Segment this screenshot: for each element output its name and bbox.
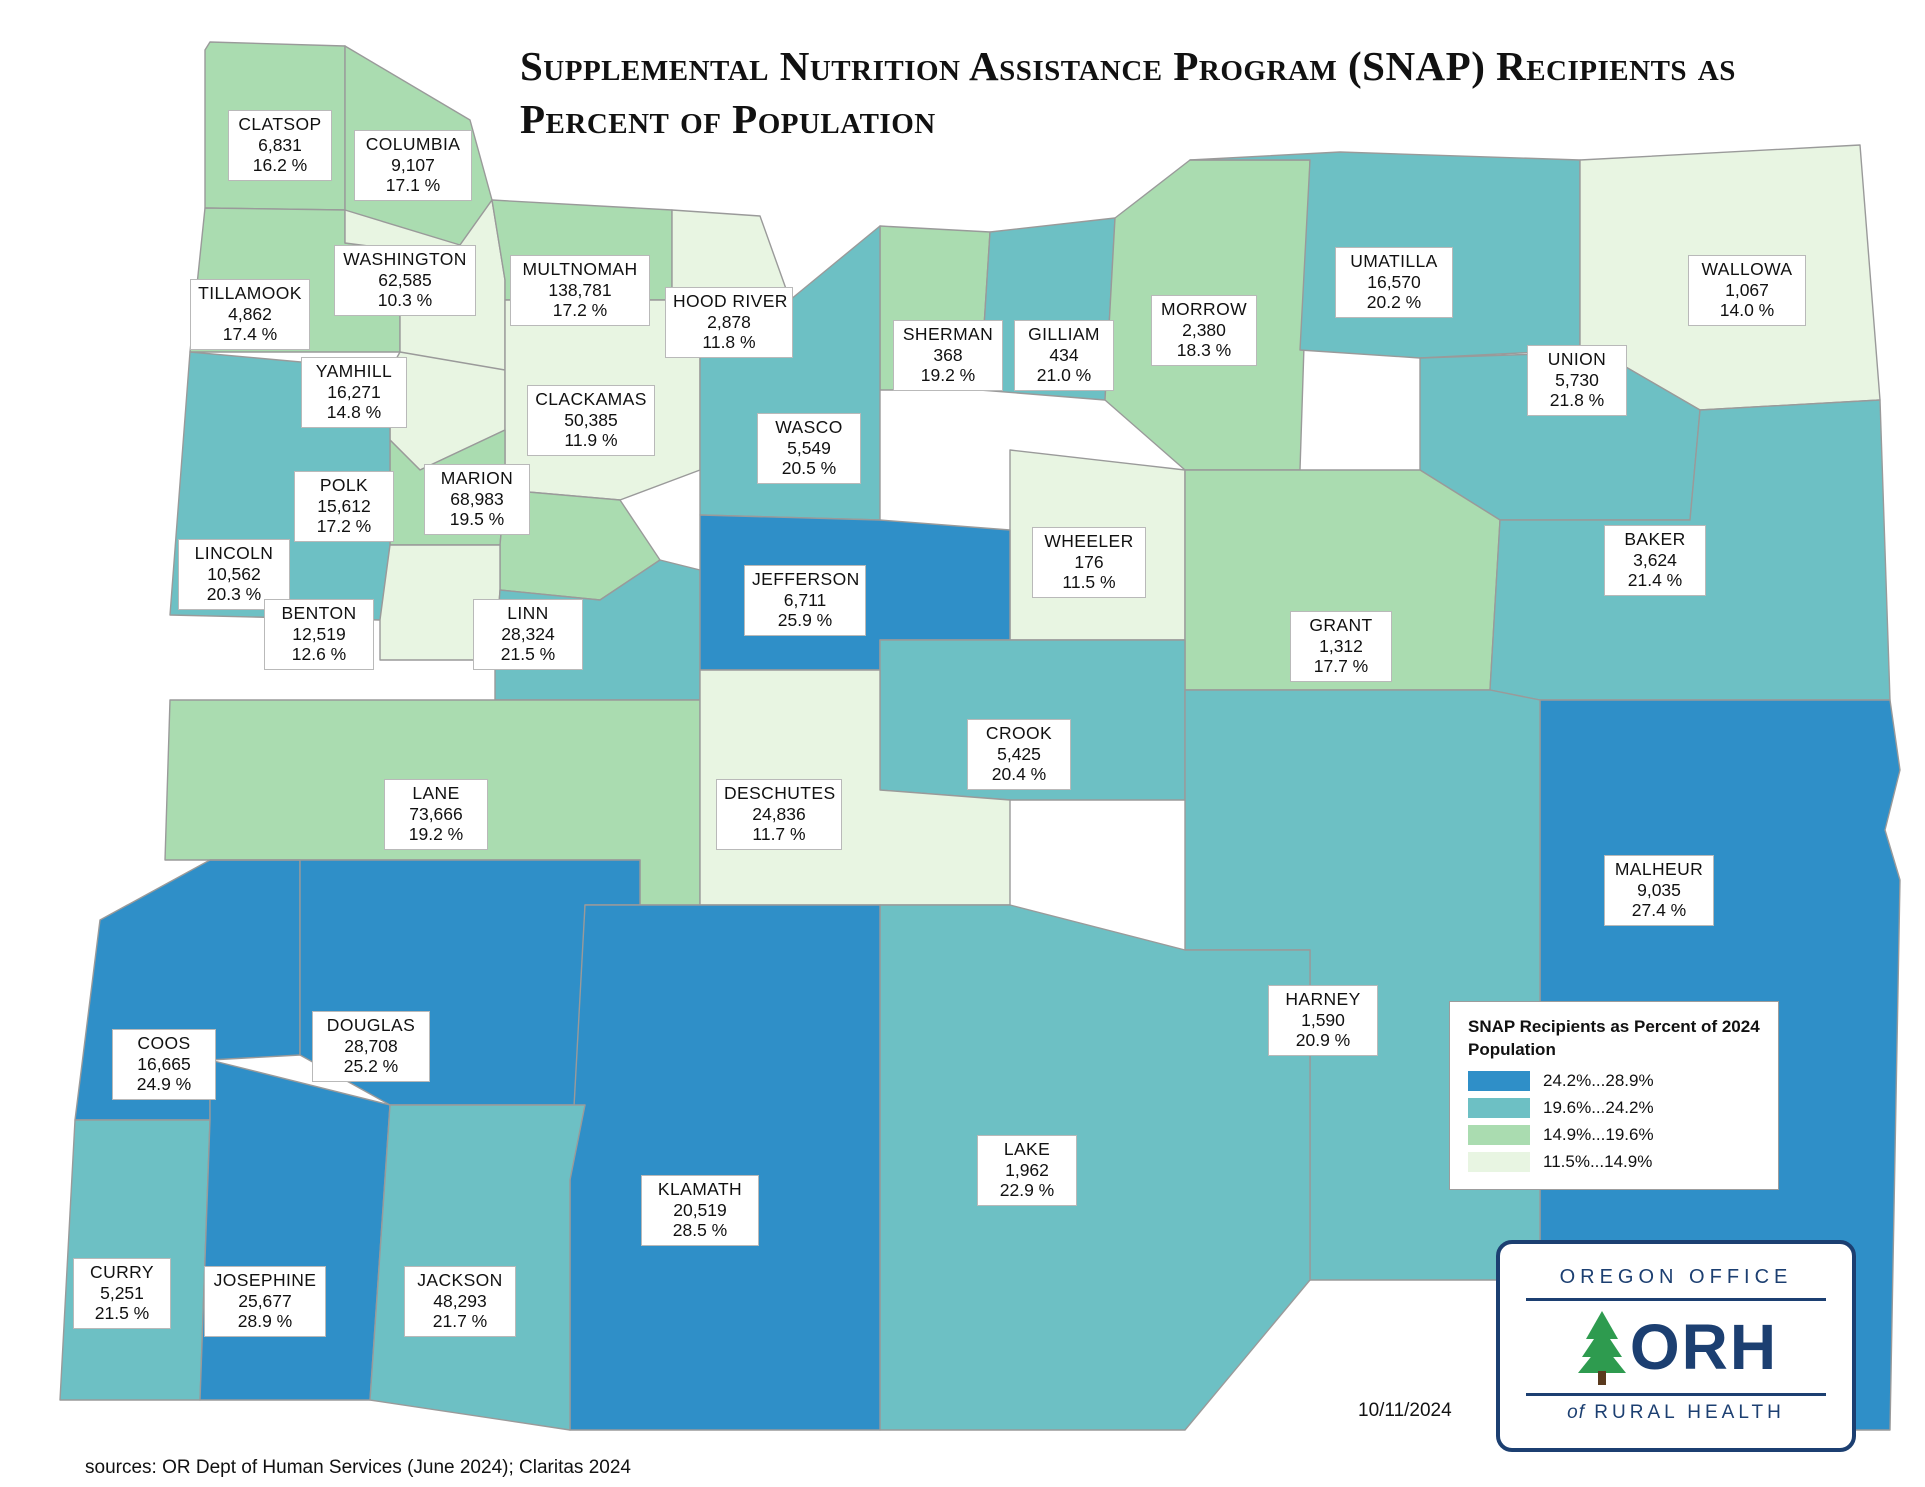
county-count: 12,519 [292, 623, 346, 644]
county-count: 10,562 [207, 563, 261, 584]
county-label-yamhill[interactable] [301, 357, 407, 428]
county-percent: 10.3 % [377, 290, 433, 311]
county-count: 2,380 [1182, 319, 1226, 340]
legend-label-class1: 24.2%...28.9% [1543, 1070, 1654, 1090]
page-title: Supplemental Nutrition Assistance Program (SNAP) Recipients as Percent of Population [520, 43, 1736, 143]
county-name: HOOD RIVER [673, 291, 788, 311]
county-percent: 17.2 % [552, 300, 608, 321]
county-percent: 27.4 % [1631, 900, 1687, 921]
county-count: 5,730 [1555, 369, 1599, 390]
county-label-klamath[interactable] [641, 1175, 759, 1246]
county-label-lake[interactable] [977, 1135, 1077, 1206]
county-name: GILLIAM [1028, 324, 1100, 344]
county-percent: 24.9 % [136, 1074, 192, 1095]
county-name: CLATSOP [238, 114, 322, 134]
county-name: POLK [319, 475, 369, 495]
evergreen-tree-icon [1574, 1307, 1630, 1387]
county-label-lane[interactable] [384, 779, 488, 850]
county-label-union[interactable] [1527, 345, 1627, 416]
county-label-linn[interactable] [473, 599, 583, 670]
county-percent: 19.2 % [408, 824, 464, 845]
county-count: 434 [1049, 344, 1079, 365]
county-count: 15,612 [317, 495, 371, 516]
county-count: 1,962 [1005, 1159, 1049, 1180]
county-percent: 11.5 % [1062, 572, 1116, 593]
legend-swatch-class3 [1468, 1125, 1530, 1145]
legend [1449, 1001, 1779, 1190]
county-count: 28,324 [501, 623, 555, 644]
county-percent: 28.5 % [672, 1220, 728, 1241]
county-percent: 20.3 % [206, 584, 262, 605]
map-date-stamp: 10/11/2024 [1358, 1400, 1452, 1421]
county-name: JOSEPHINE [213, 1270, 317, 1290]
legend-swatch-class2 [1468, 1098, 1530, 1118]
county-name: MORROW [1161, 299, 1247, 319]
county-percent: 21.0 % [1036, 365, 1092, 386]
county-count: 5,251 [100, 1282, 144, 1303]
county-label-wheeler[interactable] [1032, 527, 1146, 598]
county-percent: 21.8 % [1549, 390, 1605, 411]
county-name: TILLAMOOK [198, 283, 302, 303]
county-label-curry[interactable] [73, 1258, 171, 1329]
county-count: 50,385 [564, 409, 618, 430]
county-name: LANE [412, 783, 460, 803]
county-label-polk[interactable] [294, 471, 394, 542]
county-percent: 17.1 % [385, 175, 441, 196]
county-percent: 21.5 % [500, 644, 556, 665]
county-name: UNION [1547, 349, 1607, 369]
county-name: LINCOLN [194, 543, 274, 563]
logo-bottom-of: of [1567, 1402, 1586, 1423]
county-percent: 18.3 % [1176, 340, 1232, 361]
county-count: 1,312 [1319, 635, 1363, 656]
county-percent: 20.4 % [991, 764, 1047, 785]
county-label-gilliam[interactable] [1014, 320, 1114, 391]
county-percent: 20.5 % [781, 458, 837, 479]
county-count: 176 [1074, 551, 1104, 572]
county-label-wasco[interactable] [757, 413, 861, 484]
county-count: 6,831 [258, 134, 302, 155]
county-count: 16,665 [137, 1053, 191, 1074]
county-count: 4,862 [228, 303, 272, 324]
county-name: WASCO [775, 417, 843, 437]
legend-row[interactable] [1468, 1071, 1762, 1091]
county-percent: 11.8 % [702, 332, 756, 353]
county-name: CROOK [985, 723, 1053, 743]
county-label-josephine[interactable] [204, 1266, 326, 1337]
county-count: 1,067 [1725, 279, 1769, 300]
county-percent: 21.4 % [1627, 570, 1683, 591]
county-percent: 17.7 % [1313, 656, 1369, 677]
county-name: LINN [507, 603, 549, 623]
county-count: 48,293 [433, 1290, 487, 1311]
county-label-tillamook[interactable] [190, 279, 310, 350]
county-count: 1,590 [1301, 1009, 1345, 1030]
county-name: MULTNOMAH [522, 259, 638, 279]
county-name: SHERMAN [902, 324, 994, 344]
county-percent: 17.4 % [222, 324, 278, 345]
county-percent: 11.7 % [752, 824, 806, 845]
legend-title: SNAP Recipients as Percent of 2024 Population [1468, 1017, 1760, 1059]
county-count: 3,624 [1633, 549, 1677, 570]
county-shape-josephine[interactable] [200, 1060, 390, 1400]
county-label-marion[interactable] [424, 464, 530, 535]
county-count: 25,677 [238, 1290, 292, 1311]
county-label-crook[interactable] [967, 719, 1071, 790]
county-label-benton[interactable] [264, 599, 374, 670]
county-name: HARNEY [1285, 989, 1361, 1009]
county-label-morrow[interactable] [1151, 295, 1257, 366]
county-label-baker[interactable] [1604, 525, 1706, 596]
county-count: 138,781 [548, 279, 612, 300]
county-count: 368 [933, 344, 963, 365]
county-percent: 20.2 % [1366, 292, 1422, 313]
logo-bottom-label: RURAL HEALTH [1594, 1402, 1785, 1423]
county-count: 28,708 [344, 1035, 398, 1056]
county-percent: 25.9 % [777, 610, 833, 631]
county-count: 24,836 [752, 803, 806, 824]
county-name: JEFFERSON [752, 569, 860, 589]
legend-label-class2: 19.6%...24.2% [1543, 1097, 1654, 1117]
county-name: LAKE [1003, 1139, 1051, 1159]
county-label-sherman[interactable] [893, 320, 1003, 391]
county-count: 16,570 [1367, 271, 1421, 292]
county-percent: 12.6 % [291, 644, 347, 665]
county-label-douglas[interactable] [312, 1011, 430, 1082]
county-count: 73,666 [409, 803, 463, 824]
legend-label-class4: 11.5%...14.9% [1543, 1151, 1653, 1171]
county-name: GRANT [1309, 615, 1373, 635]
legend-label-class3: 14.9%...19.6% [1543, 1124, 1654, 1144]
county-percent: 16.2 % [252, 155, 308, 176]
county-percent: 19.2 % [920, 365, 976, 386]
logo-acronym: ORH [1629, 1311, 1779, 1383]
county-count: 9,107 [391, 154, 435, 175]
county-name: JACKSON [417, 1270, 503, 1290]
county-label-malheur[interactable] [1604, 855, 1714, 926]
county-shape-klamath[interactable] [570, 905, 880, 1430]
county-percent: 19.5 % [449, 509, 505, 530]
county-count: 5,549 [787, 437, 831, 458]
county-label-washington[interactable] [334, 245, 476, 316]
logo-bottom-text [1500, 1402, 1852, 1424]
legend-row[interactable] [1468, 1152, 1762, 1172]
county-percent: 17.2 % [316, 516, 372, 537]
county-percent: 14.8 % [326, 402, 382, 423]
county-name: YAMHILL [315, 361, 393, 381]
county-percent: 25.2 % [343, 1056, 399, 1077]
legend-row[interactable] [1468, 1125, 1762, 1145]
county-name: WHEELER [1044, 531, 1134, 551]
county-label-hood-river[interactable] [665, 287, 793, 358]
county-label-columbia[interactable] [354, 130, 472, 201]
county-name: DOUGLAS [326, 1015, 416, 1035]
sources-note: sources: OR Dept of Human Services (June 2024); Claritas 2024 [85, 1457, 631, 1478]
county-name: KLAMATH [657, 1179, 743, 1199]
county-count: 68,983 [450, 488, 504, 509]
county-percent: 22.9 % [999, 1180, 1055, 1201]
logo-divider-2 [1526, 1393, 1826, 1396]
county-count: 2,878 [707, 311, 751, 332]
county-percent: 11.9 % [564, 430, 618, 451]
county-name: DESCHUTES [724, 783, 836, 803]
county-label-deschutes[interactable] [716, 779, 842, 850]
county-shape-lake[interactable] [880, 905, 1310, 1430]
county-count: 6,711 [783, 589, 827, 610]
county-count: 9,035 [1637, 879, 1681, 900]
county-label-coos[interactable] [112, 1029, 216, 1100]
legend-row[interactable] [1468, 1098, 1762, 1118]
county-percent: 20.9 % [1295, 1030, 1351, 1051]
county-label-umatilla[interactable] [1335, 247, 1453, 318]
county-name: CLACKAMAS [535, 389, 647, 409]
county-count: 20,519 [673, 1199, 727, 1220]
county-label-multnomah[interactable] [510, 255, 650, 326]
county-name: COLUMBIA [365, 134, 461, 154]
county-count: 62,585 [378, 269, 432, 290]
county-name: BAKER [1624, 529, 1686, 549]
county-label-jefferson[interactable] [744, 565, 866, 636]
county-count: 5,425 [997, 743, 1041, 764]
county-name: BENTON [281, 603, 357, 623]
county-name: MARION [440, 468, 514, 488]
county-label-clatsop[interactable] [228, 110, 332, 181]
legend-swatch-class1 [1468, 1071, 1530, 1091]
orh-logo [1496, 1240, 1856, 1452]
legend-swatch-class4 [1468, 1152, 1530, 1172]
county-label-wallowa[interactable] [1688, 255, 1806, 326]
county-name: MALHEUR [1614, 859, 1704, 879]
county-label-clackamas[interactable] [527, 385, 655, 456]
county-name: UMATILLA [1350, 251, 1438, 271]
county-count: 16,271 [327, 381, 381, 402]
county-percent: 21.5 % [94, 1303, 150, 1324]
county-percent: 14.0 % [1719, 300, 1775, 321]
county-name: CURRY [90, 1262, 154, 1282]
county-label-harney[interactable] [1268, 985, 1378, 1056]
county-percent: 28.9 % [237, 1311, 293, 1332]
county-name: COOS [137, 1033, 191, 1053]
county-label-jackson[interactable] [404, 1266, 516, 1337]
county-percent: 21.7 % [432, 1311, 488, 1332]
logo-top-text: OREGON OFFICE [1559, 1266, 1793, 1288]
county-label-grant[interactable] [1290, 611, 1392, 682]
county-name: WASHINGTON [343, 249, 467, 269]
county-name: WALLOWA [1701, 259, 1793, 279]
